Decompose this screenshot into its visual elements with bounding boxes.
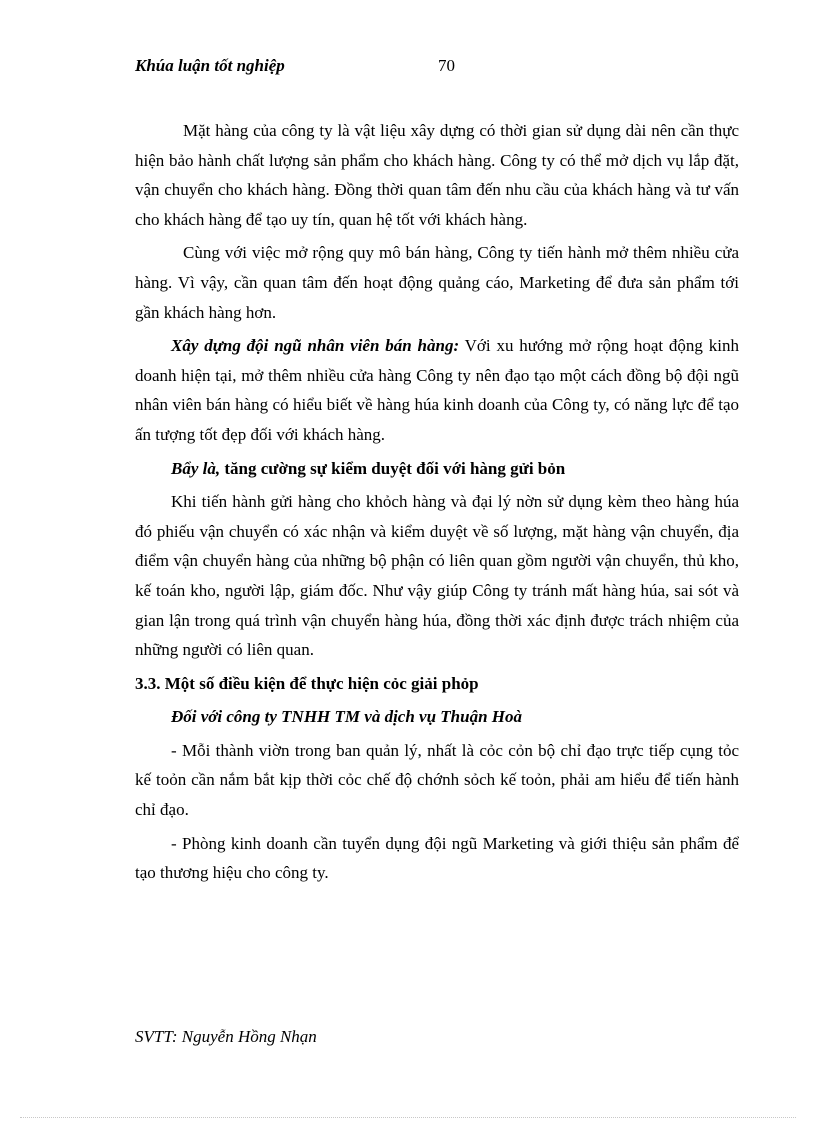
footer-author: SVTT: Nguyễn Hồng Nhạn [135, 1027, 317, 1046]
paragraph-expansion: Cùng với việc mở rộng quy mô bán hàng, Công ty tiến hành mở thêm nhiều cửa hàng. Vì vậy, cần quan tâm đến hoạt động quảng cáo, Marketing để đưa sản phẩm tới gần khách hàng hơn. [135, 243, 739, 322]
seventh-point-lead: Bẩy là, [171, 458, 221, 478]
sales-staff-text: Với xu hướng mở rộng hoạt động kinh doanh hiện tại, mở thêm nhiều cửa hàng Công ty nên đạo tạo một cách đồng bộ đội ngũ nhân viên bán hàng có hiểu biết về hàng húa kinh doanh của Công ty, có năng lực để tạo ấn tượng tốt đẹp đối với khách hàng. [135, 336, 739, 444]
paragraph-warranty: Mặt hàng của công ty là vật liệu xây dựng có thời gian sử dụng dài nên cần thực hiện bảo hành chất lượng sản phẩm cho khách hàng. Công ty có thể mở dịch vụ lắp đặt, vận chuyển cho khách hàng. Đồng thời quan tâm đến nhu cầu của khách hàng và tư vấn cho khách hàng để tạo uy tín, quan hệ tốt với khách hàng. [135, 121, 739, 229]
seventh-point-text: tăng cường sự kiểm duyệt đối với hàng gửi bỏn [220, 458, 566, 478]
section-subheading: Đối với công ty TNHH TM và dịch vụ Thuận Hoà [171, 707, 523, 727]
paragraph-management: - Mỗi thành viờn trong ban quản lý, nhất là cỏc cỏn bộ chỉ đạo trực tiếp cụng tỏc kế toỏn cần nắm bắt kịp thời cỏc chế độ chớnh sỏch kế toỏn, phải am hiểu để tiến hành chỉ đạo. [135, 740, 739, 820]
section-heading: 3.3. Một số điều kiện để thực hiện cỏc giải phỏp [135, 673, 479, 693]
paragraph-seventh-point [135, 454, 739, 484]
document-body [135, 116, 739, 892]
paragraph-marketing: - Phòng kinh doanh cần tuyển dụng đội ngũ Marketing và giới thiệu sản phẩm để tạo thương hiệu cho công ty. [135, 833, 739, 883]
paragraph-shipping-control: Khi tiến hành gửi hàng cho khỏch hàng và đại lý nờn sử dụng kèm theo hàng húa đó phiếu vận chuyển có xác nhận và kiểm duyệt về số lượng, mặt hàng vận chuyển, địa điểm vận chuyển hàng của những bộ phận có liên quan gồm người vận chuyển, thủ kho, kế toán kho, người lập, giám đốc. Như vậy giúp Công ty tránh mất hàng húa, sai sót và gian lận trong quá trình vận chuyển hàng húa, đồng thời xác định được trách nhiệm của những người có liên quan. [135, 492, 739, 660]
paragraph-sales-staff [135, 331, 739, 449]
sales-staff-lead: Xây dựng đội ngũ nhân viên bán hàng: [171, 336, 460, 356]
bottom-divider [20, 1117, 796, 1118]
page-number: 70 [438, 56, 455, 75]
header-title: Khúa luận tốt nghiệp [135, 56, 285, 75]
